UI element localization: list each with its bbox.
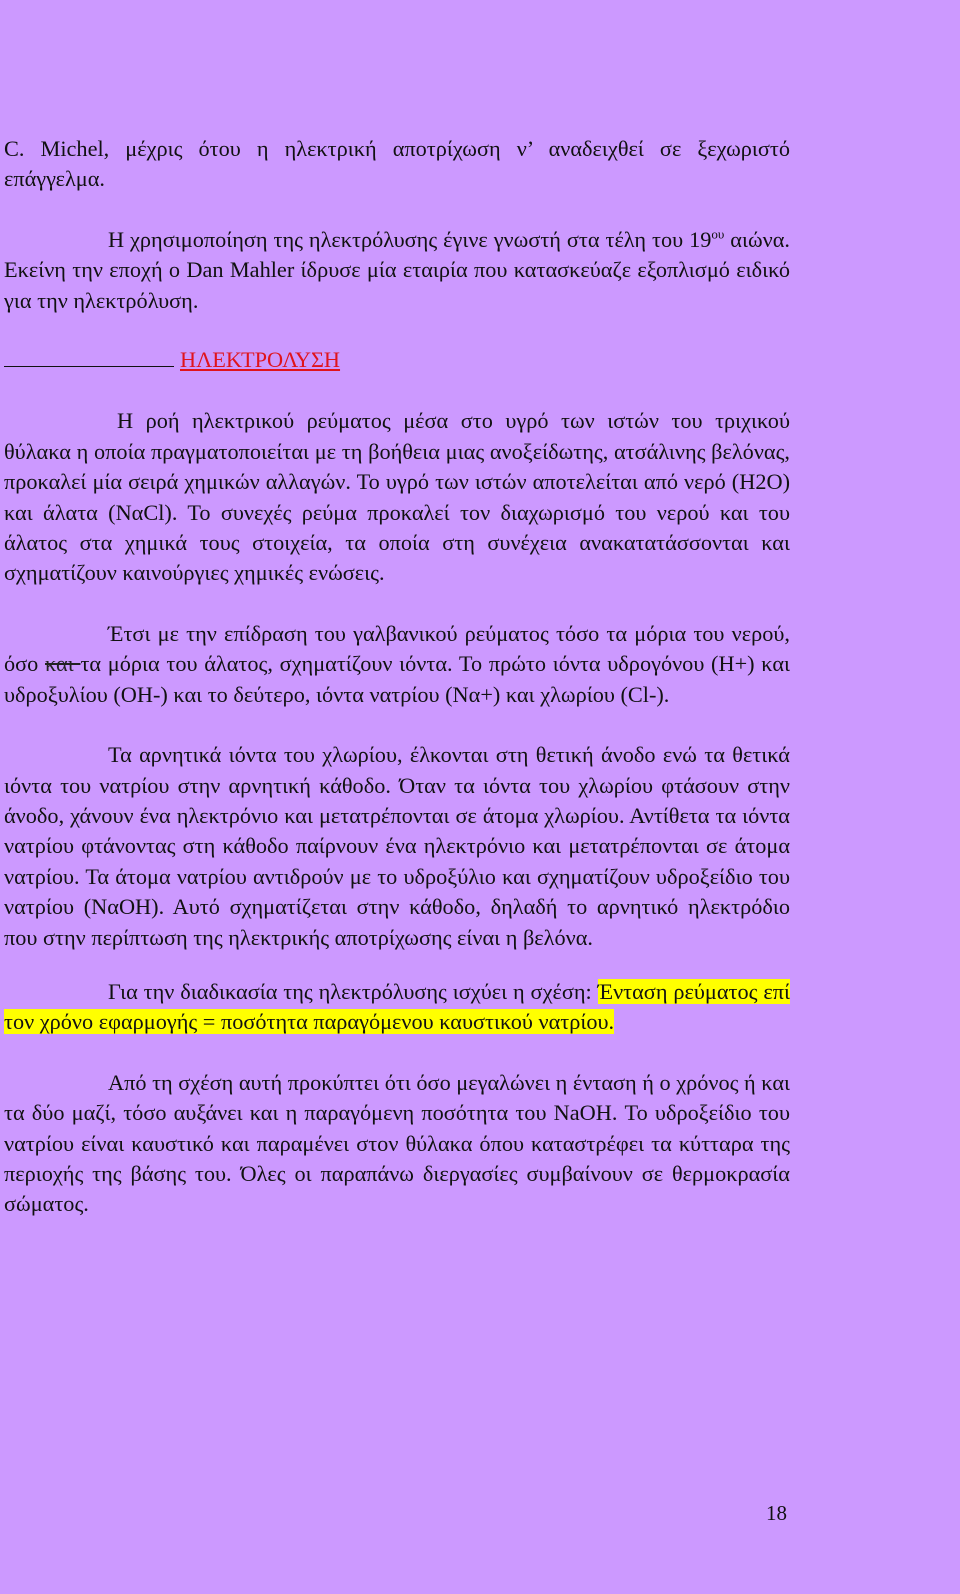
paragraph-current-flow [4,406,790,588]
struck-text: και [45,651,81,677]
paragraph-intro-continuation [4,134,790,195]
paragraph-text: Από τη σχέση αυτή προκύπτει ότι όσο μεγαλώνει η ένταση ή ο χρόνος ή και τα δύο μαζί, τόσο αυξάνει και η παραγόμενη ποσότητα του NaOH. Το υδροξείδιο του νατρίου είναι καυστικό και παραμένει στον θύλακα όπου καταστρέφει τα κύτταρα της περιοχής της βάσης του. Όλες οι παραπάνω διεργασίες συμβαίνουν σε θερμοκρασία σώματος. [4,1069,790,1217]
paragraph-text-part: τα μόρια του άλατος, σχηματίζουν ιόντα. Το πρώτο ιόντα υδρογόνου (Η+) και υδροξυλίου (ΟΗ-) και το δεύτερο, ιόντα νατρίου (Να+) και χλωρίου (Cl-). [4,651,791,707]
paragraph-text-part: Η χρησιμοποίηση της ηλεκτρόλυσης έγινε γνωστή στα τέλη του 19 [108,226,712,252]
section-heading-text: ΗΛΕΚΤΡΟΛΥΣΗ [180,347,341,373]
page-number: 18 [766,1501,787,1525]
paragraph-ion-migration [4,740,790,953]
section-heading [4,345,790,375]
superscript-ordinal: ου [711,226,725,242]
highlighted-formula-text: Ένταση ρεύματος επί τον χρόνο εφαρμογής = ποσότητα παραγόμενου καυστικού νατρίου. [4,978,790,1035]
paragraph-conclusion [4,1068,790,1220]
paragraph-text: Τα αρνητικά ιόντα του χλωρίου, έλκονται στη θετική άνοδο ενώ τα θετικά ιόντα του νατρίου στην αρνητική κάθοδο. Όταν τα ιόντα του χλωρίου φτάσουν στην άνοδο, χάνουν ένα ηλεκτρόνιο και μετατρέπονται σε άτομα χλωρίου. Αντίθετα τα ιόντα νατρίου φτάνοντας στη κάθοδο παίρνουν ένα ηλεκτρόνιο και μετατρέπονται σε άτομα νατρίου. Τα άτομα νατρίου αντιδρούν με το υδροξύλιο και σχηματίζουν υδροξείδιο του νατρίου (ΝαΟΗ). Αυτό σχηματίζεται στην κάθοδο, δηλαδή το αρνητικό ηλεκτρόδιο που στην περίπτωση της ηλεκτρικής αποτρίχωσης είναι η βελόνα. [4,742,790,950]
paragraph-text-part: αιώνα. Εκείνη την εποχή ο Dan Mahler ίδρυσε μία εταιρία που κατασκεύαζε εξοπλισμό ειδικό για την ηλεκτρόλυση. [4,226,790,313]
paragraph-relationship [4,977,790,1038]
paragraph-text-part: Έτσι με την επίδραση του γαλβανικού ρεύματος τόσο τα μόρια του νερού, όσο [4,620,790,677]
paragraph-electrolysis-history [4,225,790,316]
paragraph-text: Η ροή ηλεκτρικού ρεύματος μέσα στο υγρό των ιστών του τριχικού θύλακα η οποία πραγματοποιείται με τη βοήθεια μιας ανοξείδωτης, ατσάλινης βελόνας, προκαλεί μία σειρά χημικών αλλαγών. Το υγρό των ιστών αποτελείται από νερό (Η2Ο) και άλατα (NαCl). Το συνεχές ρεύμα προκαλεί τον διαχωρισμό του νερού και του άλατος στα χημικά τους στοιχεία, τα οποία στη συνέχεια ανακατατάσσονται και σχηματίζουν καινούργιες χημικές ενώσεις. [4,408,790,586]
paragraph-text-part: Για την διαδικασία της ηλεκτρόλυσης ισχύει η σχέση: [108,978,598,1004]
heading-underline-rule [4,346,174,367]
document-page [4,134,790,1220]
paragraph-ions [4,619,790,710]
paragraph-text: C. Michel, μέχρις ότου η ηλεκτρική αποτρίχωση ν’ αναδειχθεί σε ξεχωριστό επάγγελμα. [4,136,790,192]
